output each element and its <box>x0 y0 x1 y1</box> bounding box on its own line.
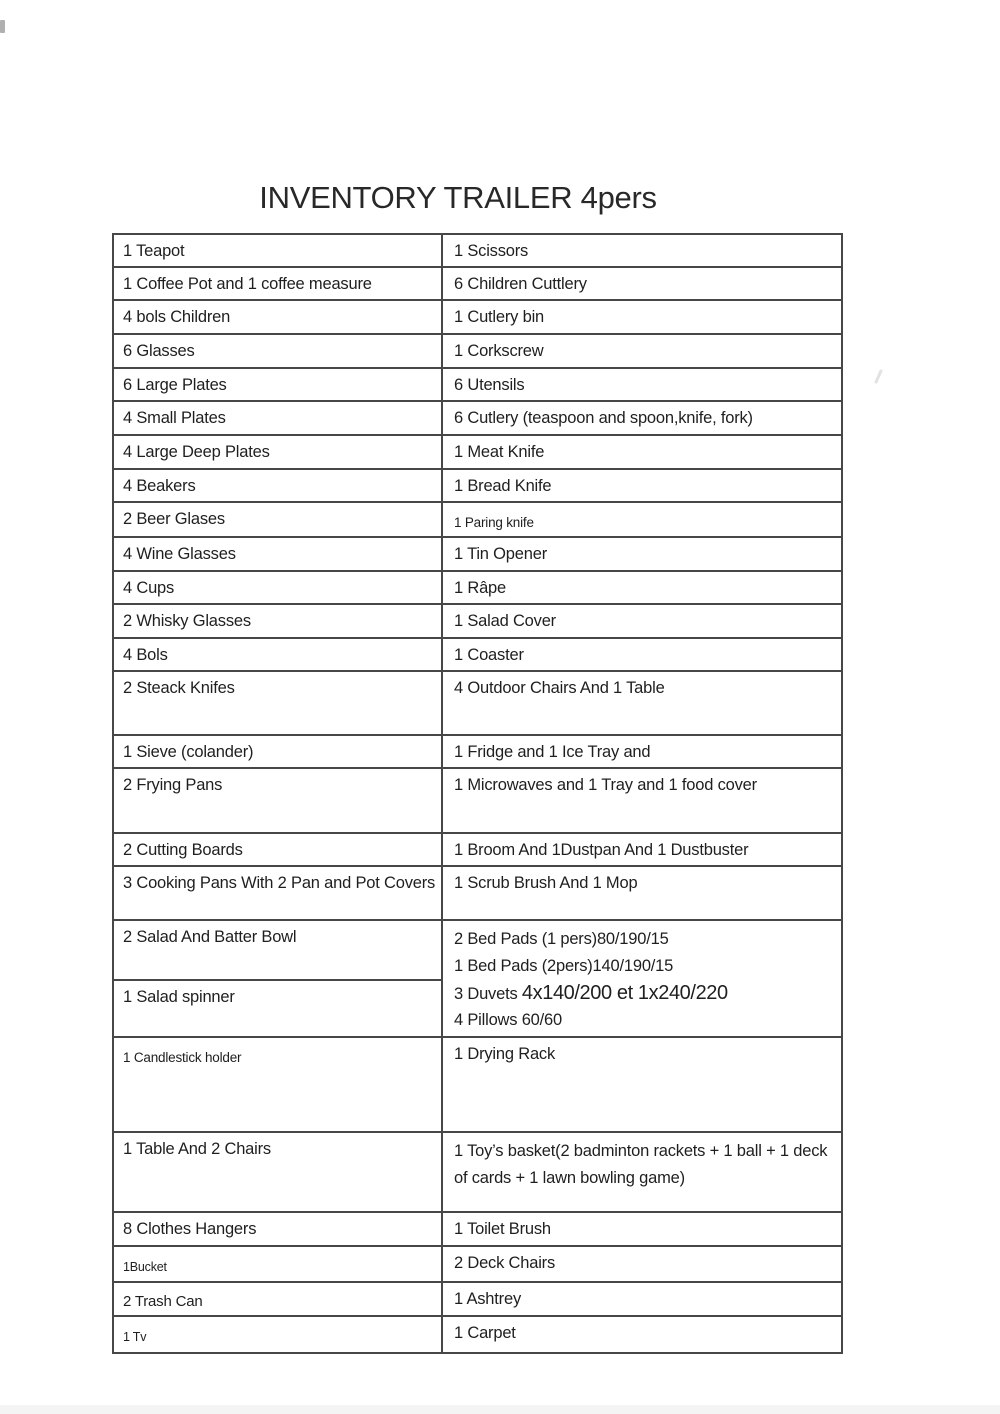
table-row <box>113 866 842 920</box>
item-cell-right: 1 Râpe <box>442 571 842 604</box>
item-cell-left: 3 Cooking Pans With 2 Pan and Pot Covers <box>113 866 442 920</box>
item-cell-right: 1 Fridge and 1 Ice Tray and <box>442 735 842 768</box>
item-cell-right: 1 Bread Knife <box>442 469 842 502</box>
item-cell-right: 1 Scrub Brush And 1 Mop <box>442 866 842 920</box>
table-row <box>113 571 842 604</box>
table-row <box>113 1316 842 1353</box>
item-cell-right: 6 Cutlery (teaspoon and spoon,knife, fork) <box>442 401 842 435</box>
item-cell-right: 1 Scissors <box>442 234 842 267</box>
table-row <box>113 334 842 368</box>
item-cell-right: 4 Outdoor Chairs And 1 Table <box>442 671 842 735</box>
item-cell-left: 4 Large Deep Plates <box>113 435 442 469</box>
item-cell-left: 6 Large Plates <box>113 368 442 401</box>
item-cell-right: 1 Cutlery bin <box>442 300 842 334</box>
item-cell-left: 2 Frying Pans <box>113 768 442 833</box>
item-cell-left: 1 Sieve (colander) <box>113 735 442 768</box>
item-cell-right: 1 Salad Cover <box>442 604 842 638</box>
item-cell-right: 6 Utensils <box>442 368 842 401</box>
table-row <box>113 469 842 502</box>
table-row <box>113 1246 842 1282</box>
item-cell-left: 1 Teapot <box>113 234 442 267</box>
item-cell-right: 1 Toy’s basket(2 badminton rackets + 1 ball + 1 deck of cards + 1 lawn bowling game) <box>442 1132 842 1212</box>
item-cell-left: 4 Beakers <box>113 469 442 502</box>
item-cell-right: 1 Paring knife <box>442 502 842 537</box>
item-cell-left: 2 Beer Glases <box>113 502 442 537</box>
item-cell-left: 2 Cutting Boards <box>113 833 442 866</box>
table-row <box>113 768 842 833</box>
item-line: 2 Bed Pads (1 pers)80/190/15 <box>454 930 669 948</box>
table-row <box>113 671 842 735</box>
table-row <box>113 1132 842 1212</box>
item-cell-left: 1 Table And 2 Chairs <box>113 1132 442 1212</box>
item-cell-left: 2 Trash Can <box>113 1282 442 1316</box>
item-cell-left: 6 Glasses <box>113 334 442 368</box>
item-cell-left: 1Bucket <box>113 1246 442 1282</box>
item-cell-left: 4 Cups <box>113 571 442 604</box>
item-cell-left: 4 bols Children <box>113 300 442 334</box>
item-cell-left: 1 Salad spinner <box>113 980 442 1038</box>
item-line: 4 Pillows 60/60 <box>454 1011 562 1030</box>
item-cell-right: 1 Tin Opener <box>442 537 842 571</box>
item-cell-right: 1 Microwaves and 1 Tray and 1 food cover <box>442 768 842 833</box>
page-title: INVENTORY TRAILER 4pers <box>259 180 657 215</box>
item-cell-right: 1 Carpet <box>442 1316 842 1353</box>
table-row <box>113 1037 842 1132</box>
item-cell-right: 1 Broom And 1Dustpan And 1 Dustbuster <box>442 833 842 866</box>
scan-artifact-bottom-band <box>0 1405 1000 1414</box>
item-cell-right: 1 Ashtrey <box>442 1282 842 1316</box>
table-row <box>113 920 842 980</box>
item-cell-left: 2 Salad And Batter Bowl <box>113 920 442 980</box>
table-row <box>113 435 842 469</box>
item-line: 3 Duvets 4x140/200 et 1x240/220 <box>454 981 728 1004</box>
item-cell-right <box>442 920 842 1037</box>
item-cell-left: 4 Bols <box>113 638 442 671</box>
scan-artifact-corner <box>0 20 5 33</box>
item-cell-left: 8 Clothes Hangers <box>113 1212 442 1246</box>
table-row <box>113 537 842 571</box>
item-cell-right: 2 Deck Chairs <box>442 1246 842 1282</box>
table-row <box>113 735 842 768</box>
item-cell-left: 4 Small Plates <box>113 401 442 435</box>
table-row <box>113 300 842 334</box>
scan-artifact-scratch <box>874 369 883 384</box>
item-cell-left: 1 Tv <box>113 1316 442 1353</box>
item-cell-left: 1 Coffee Pot and 1 coffee measure <box>113 267 442 300</box>
table-row <box>113 502 842 537</box>
item-cell-left: 1 Candlestick holder <box>113 1037 442 1132</box>
item-cell-left: 4 Wine Glasses <box>113 537 442 571</box>
table-row <box>113 267 842 300</box>
table-row <box>113 604 842 638</box>
item-cell-left: 2 Whisky Glasses <box>113 604 442 638</box>
inventory-table <box>112 233 843 1354</box>
item-cell-right: 1 Drying Rack <box>442 1037 842 1132</box>
table-row <box>113 638 842 671</box>
table-row <box>113 234 842 267</box>
item-cell-left: 2 Steack Knifes <box>113 671 442 735</box>
item-cell-right: 1 Toilet Brush <box>442 1212 842 1246</box>
item-cell-right: 1 Meat Knife <box>442 435 842 469</box>
table-row <box>113 833 842 866</box>
item-cell-right: 1 Corkscrew <box>442 334 842 368</box>
table-row <box>113 368 842 401</box>
item-cell-right: 6 Children Cuttlery <box>442 267 842 300</box>
table-row <box>113 1282 842 1316</box>
inventory-table-body <box>113 234 842 1353</box>
item-cell-right: 1 Coaster <box>442 638 842 671</box>
item-line: 1 Bed Pads (2pers)140/190/15 <box>454 956 674 975</box>
table-row <box>113 401 842 435</box>
table-row <box>113 1212 842 1246</box>
